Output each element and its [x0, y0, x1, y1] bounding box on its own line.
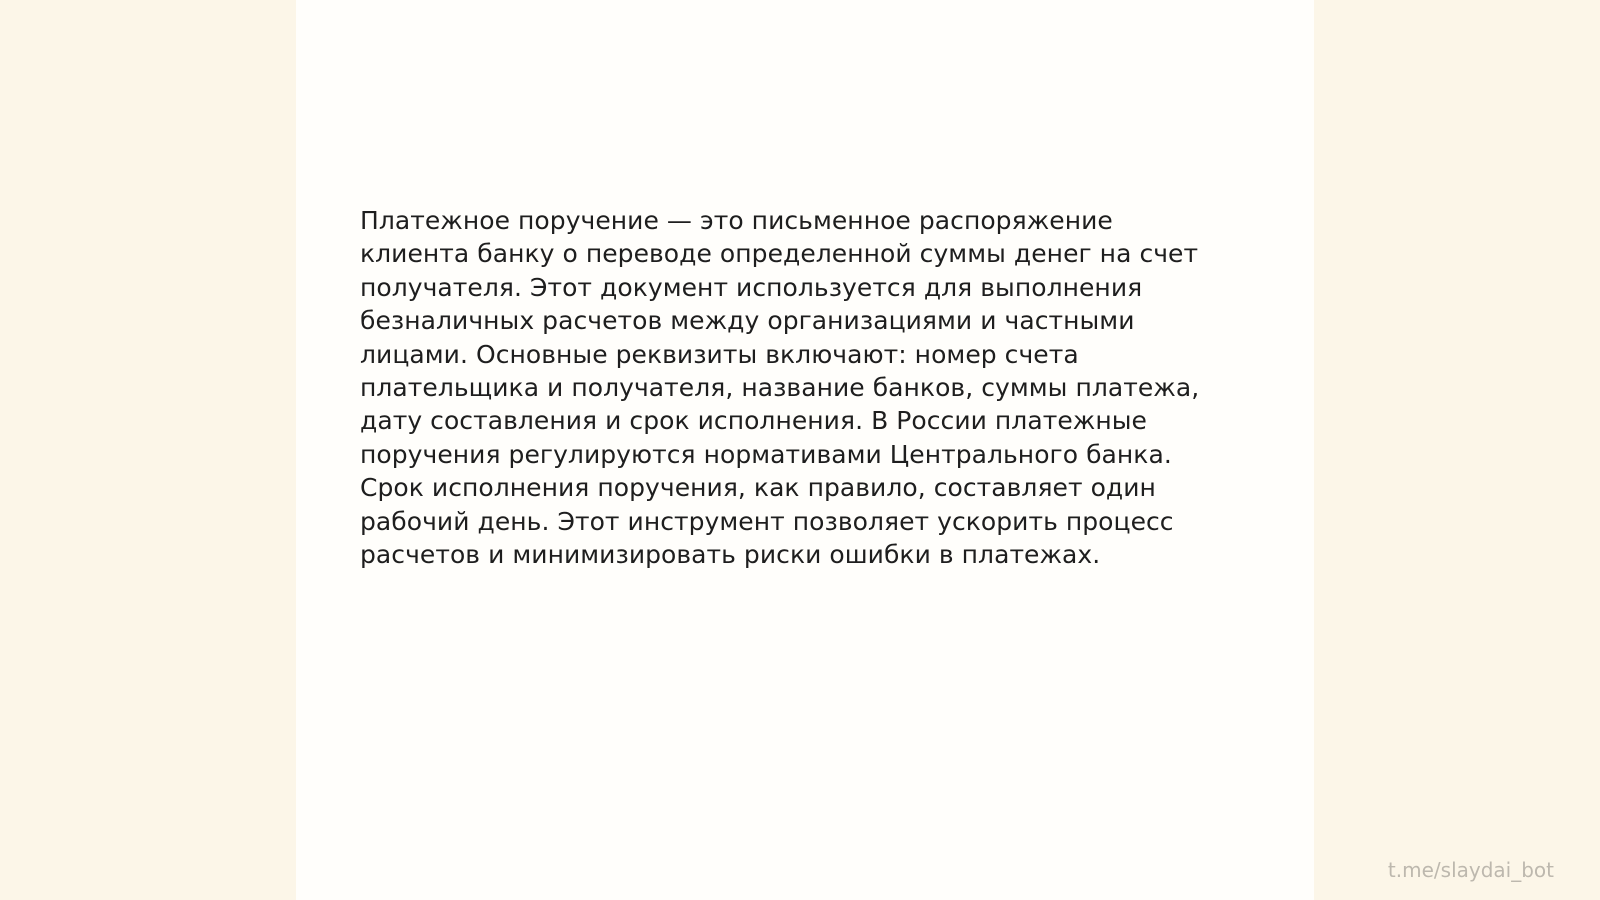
text-line: Платежное поручение — это письменное распоряжение — [360, 206, 1113, 235]
watermark-text: t.me/slaydai_bot — [1387, 858, 1554, 882]
text-line: плательщика и получателя, название банков, суммы платежа, — [360, 373, 1200, 403]
text-line: рабочий день. Этот инструмент позволяет ускорить процесс — [360, 506, 1174, 536]
text-line: лицами. Основные реквизиты включают: номер счета — [360, 339, 1079, 369]
text-line: получателя. Этот документ используется для выполнения — [360, 272, 1143, 302]
text-line: расчетов и минимизировать риски ошибки в платежах. — [360, 540, 1101, 570]
text-line: безналичных расчетов между организациями и частными — [360, 306, 1135, 336]
text-line: клиента банку о переводе определенной суммы денег на счет — [360, 239, 1199, 269]
text-line: поручения регулируются нормативами Центрального банка. — [360, 439, 1172, 469]
text-line: Срок исполнения поручения, как правило, составляет один — [360, 473, 1156, 503]
slide-body-text — [360, 204, 1240, 571]
text-line: дату составления и срок исполнения. В России платежные — [360, 406, 1147, 436]
